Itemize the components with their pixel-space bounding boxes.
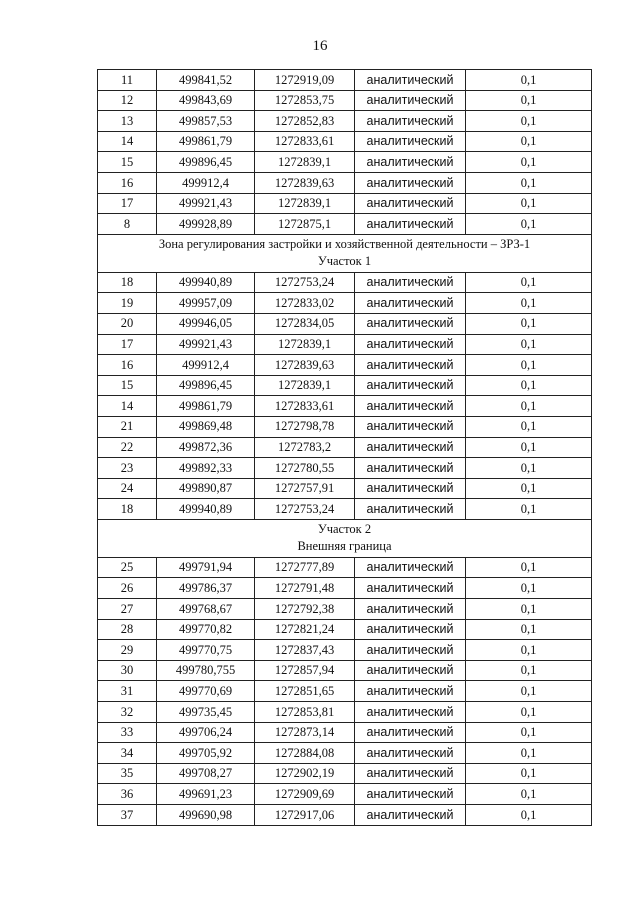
accuracy-cell: 0,1 — [466, 722, 592, 743]
table-row — [98, 478, 592, 499]
accuracy-cell: 0,1 — [466, 578, 592, 599]
method-cell: аналитический — [355, 172, 466, 193]
table-row — [98, 313, 592, 334]
table-row — [98, 272, 592, 293]
y-coordinate-cell: 1272753,24 — [255, 499, 355, 520]
method-cell: аналитический — [355, 313, 466, 334]
accuracy-cell: 0,1 — [466, 293, 592, 314]
accuracy-cell: 0,1 — [466, 478, 592, 499]
table-row — [98, 763, 592, 784]
table-row — [98, 499, 592, 520]
point-number-cell: 14 — [98, 396, 157, 417]
table-row — [98, 660, 592, 681]
x-coordinate-cell: 499912,4 — [157, 355, 255, 376]
accuracy-cell: 0,1 — [466, 557, 592, 578]
method-cell: аналитический — [355, 152, 466, 173]
y-coordinate-cell: 1272791,48 — [255, 578, 355, 599]
point-number-cell: 18 — [98, 272, 157, 293]
x-coordinate-cell: 499690,98 — [157, 805, 255, 826]
method-cell: аналитический — [355, 334, 466, 355]
point-number-cell: 24 — [98, 478, 157, 499]
y-coordinate-cell: 1272917,06 — [255, 805, 355, 826]
accuracy-cell: 0,1 — [466, 152, 592, 173]
accuracy-cell: 0,1 — [466, 313, 592, 334]
x-coordinate-cell: 499770,75 — [157, 640, 255, 661]
section-subtitle: Внешняя граница — [297, 539, 392, 554]
table-row — [98, 619, 592, 640]
point-number-cell: 17 — [98, 334, 157, 355]
table-row — [98, 743, 592, 764]
point-number-cell: 19 — [98, 293, 157, 314]
method-cell: аналитический — [355, 743, 466, 764]
point-number-cell: 37 — [98, 805, 157, 826]
table-row — [98, 557, 592, 578]
y-coordinate-cell: 1272884,08 — [255, 743, 355, 764]
accuracy-cell: 0,1 — [466, 784, 592, 805]
point-number-cell: 23 — [98, 458, 157, 479]
x-coordinate-cell: 499912,4 — [157, 172, 255, 193]
method-cell: аналитический — [355, 355, 466, 376]
point-number-cell: 29 — [98, 640, 157, 661]
table-row — [98, 70, 592, 91]
x-coordinate-cell: 499841,52 — [157, 70, 255, 91]
y-coordinate-cell: 1272919,09 — [255, 70, 355, 91]
accuracy-cell: 0,1 — [466, 193, 592, 214]
accuracy-cell: 0,1 — [466, 599, 592, 620]
method-cell: аналитический — [355, 90, 466, 111]
x-coordinate-cell: 499928,89 — [157, 214, 255, 235]
table-row — [98, 437, 592, 458]
point-number-cell: 25 — [98, 557, 157, 578]
table-row — [98, 681, 592, 702]
method-cell: аналитический — [355, 375, 466, 396]
accuracy-cell: 0,1 — [466, 272, 592, 293]
accuracy-cell: 0,1 — [466, 458, 592, 479]
y-coordinate-cell: 1272780,55 — [255, 458, 355, 479]
x-coordinate-cell: 499946,05 — [157, 313, 255, 334]
x-coordinate-cell: 499940,89 — [157, 499, 255, 520]
table-row — [98, 131, 592, 152]
table-row — [98, 599, 592, 620]
method-cell: аналитический — [355, 599, 466, 620]
method-cell: аналитический — [355, 499, 466, 520]
point-number-cell: 26 — [98, 578, 157, 599]
x-coordinate-cell: 499843,69 — [157, 90, 255, 111]
method-cell: аналитический — [355, 416, 466, 437]
table-row — [98, 193, 592, 214]
point-number-cell: 22 — [98, 437, 157, 458]
y-coordinate-cell: 1272852,83 — [255, 111, 355, 132]
point-number-cell: 36 — [98, 784, 157, 805]
x-coordinate-cell: 499940,89 — [157, 272, 255, 293]
accuracy-cell: 0,1 — [466, 763, 592, 784]
method-cell: аналитический — [355, 557, 466, 578]
point-number-cell: 28 — [98, 619, 157, 640]
x-coordinate-cell: 499892,33 — [157, 458, 255, 479]
x-coordinate-cell: 499861,79 — [157, 131, 255, 152]
x-coordinate-cell: 499921,43 — [157, 334, 255, 355]
x-coordinate-cell: 499770,82 — [157, 619, 255, 640]
accuracy-cell: 0,1 — [466, 334, 592, 355]
table-row — [98, 805, 592, 826]
section-title: Участок 2 — [317, 522, 372, 537]
method-cell: аналитический — [355, 131, 466, 152]
table-row — [98, 111, 592, 132]
method-cell: аналитический — [355, 660, 466, 681]
y-coordinate-cell: 1272833,61 — [255, 131, 355, 152]
section-heading — [98, 519, 592, 557]
point-number-cell: 31 — [98, 681, 157, 702]
x-coordinate-cell: 499861,79 — [157, 396, 255, 417]
x-coordinate-cell: 499770,69 — [157, 681, 255, 702]
method-cell: аналитический — [355, 722, 466, 743]
x-coordinate-cell: 499708,27 — [157, 763, 255, 784]
accuracy-cell: 0,1 — [466, 660, 592, 681]
method-cell: аналитический — [355, 763, 466, 784]
section-subtitle: Участок 1 — [317, 254, 372, 269]
point-number-cell: 16 — [98, 355, 157, 376]
y-coordinate-cell: 1272833,61 — [255, 396, 355, 417]
y-coordinate-cell: 1272839,1 — [255, 375, 355, 396]
accuracy-cell: 0,1 — [466, 375, 592, 396]
accuracy-cell: 0,1 — [466, 172, 592, 193]
y-coordinate-cell: 1272873,14 — [255, 722, 355, 743]
method-cell: аналитический — [355, 784, 466, 805]
point-number-cell: 30 — [98, 660, 157, 681]
y-coordinate-cell: 1272839,63 — [255, 172, 355, 193]
y-coordinate-cell: 1272753,24 — [255, 272, 355, 293]
point-number-cell: 17 — [98, 193, 157, 214]
point-number-cell: 21 — [98, 416, 157, 437]
table-row — [98, 640, 592, 661]
x-coordinate-cell: 499921,43 — [157, 193, 255, 214]
y-coordinate-cell: 1272853,75 — [255, 90, 355, 111]
x-coordinate-cell: 499890,87 — [157, 478, 255, 499]
x-coordinate-cell: 499705,92 — [157, 743, 255, 764]
method-cell: аналитический — [355, 193, 466, 214]
x-coordinate-cell: 499768,67 — [157, 599, 255, 620]
point-number-cell: 32 — [98, 702, 157, 723]
point-number-cell: 13 — [98, 111, 157, 132]
y-coordinate-cell: 1272853,81 — [255, 702, 355, 723]
point-number-cell: 15 — [98, 375, 157, 396]
x-coordinate-cell: 499780,755 — [157, 660, 255, 681]
point-number-cell: 27 — [98, 599, 157, 620]
coordinates-table — [97, 69, 592, 826]
method-cell: аналитический — [355, 458, 466, 479]
method-cell: аналитический — [355, 272, 466, 293]
point-number-cell: 12 — [98, 90, 157, 111]
page-number: 16 — [312, 38, 328, 54]
accuracy-cell: 0,1 — [466, 111, 592, 132]
table-row — [98, 172, 592, 193]
table-row — [98, 578, 592, 599]
table-row — [98, 214, 592, 235]
accuracy-cell: 0,1 — [466, 681, 592, 702]
point-number-cell: 20 — [98, 313, 157, 334]
y-coordinate-cell: 1272902,19 — [255, 763, 355, 784]
y-coordinate-cell: 1272783,2 — [255, 437, 355, 458]
x-coordinate-cell: 499872,36 — [157, 437, 255, 458]
x-coordinate-cell: 499691,23 — [157, 784, 255, 805]
accuracy-cell: 0,1 — [466, 640, 592, 661]
x-coordinate-cell: 499869,48 — [157, 416, 255, 437]
accuracy-cell: 0,1 — [466, 619, 592, 640]
section-heading-row — [98, 234, 592, 272]
point-number-cell: 35 — [98, 763, 157, 784]
x-coordinate-cell: 499706,24 — [157, 722, 255, 743]
x-coordinate-cell: 499735,45 — [157, 702, 255, 723]
section-heading-row — [98, 519, 592, 557]
y-coordinate-cell: 1272839,63 — [255, 355, 355, 376]
x-coordinate-cell: 499896,45 — [157, 152, 255, 173]
y-coordinate-cell: 1272833,02 — [255, 293, 355, 314]
accuracy-cell: 0,1 — [466, 90, 592, 111]
y-coordinate-cell: 1272851,65 — [255, 681, 355, 702]
method-cell: аналитический — [355, 437, 466, 458]
accuracy-cell: 0,1 — [466, 702, 592, 723]
y-coordinate-cell: 1272834,05 — [255, 313, 355, 334]
method-cell: аналитический — [355, 578, 466, 599]
table-row — [98, 334, 592, 355]
x-coordinate-cell: 499791,94 — [157, 557, 255, 578]
point-number-cell: 15 — [98, 152, 157, 173]
x-coordinate-cell: 499857,53 — [157, 111, 255, 132]
y-coordinate-cell: 1272839,1 — [255, 152, 355, 173]
y-coordinate-cell: 1272857,94 — [255, 660, 355, 681]
accuracy-cell: 0,1 — [466, 214, 592, 235]
section-heading — [98, 234, 592, 272]
method-cell: аналитический — [355, 702, 466, 723]
y-coordinate-cell: 1272839,1 — [255, 193, 355, 214]
coordinates-table-body — [98, 70, 592, 826]
table-row — [98, 375, 592, 396]
table-row — [98, 90, 592, 111]
method-cell: аналитический — [355, 214, 466, 235]
x-coordinate-cell: 499896,45 — [157, 375, 255, 396]
accuracy-cell: 0,1 — [466, 805, 592, 826]
table-row — [98, 784, 592, 805]
table-row — [98, 293, 592, 314]
y-coordinate-cell: 1272777,89 — [255, 557, 355, 578]
table-row — [98, 355, 592, 376]
table-row — [98, 396, 592, 417]
accuracy-cell: 0,1 — [466, 437, 592, 458]
table-row — [98, 722, 592, 743]
point-number-cell: 16 — [98, 172, 157, 193]
point-number-cell: 18 — [98, 499, 157, 520]
section-title: Зона регулирования застройки и хозяйственной деятельности – ЗРЗ-1 — [158, 237, 531, 252]
table-row — [98, 152, 592, 173]
point-number-cell: 8 — [98, 214, 157, 235]
table-row — [98, 458, 592, 479]
y-coordinate-cell: 1272839,1 — [255, 334, 355, 355]
point-number-cell: 34 — [98, 743, 157, 764]
x-coordinate-cell: 499957,09 — [157, 293, 255, 314]
accuracy-cell: 0,1 — [466, 70, 592, 91]
x-coordinate-cell: 499786,37 — [157, 578, 255, 599]
method-cell: аналитический — [355, 70, 466, 91]
method-cell: аналитический — [355, 681, 466, 702]
accuracy-cell: 0,1 — [466, 131, 592, 152]
accuracy-cell: 0,1 — [466, 499, 592, 520]
table-row — [98, 416, 592, 437]
method-cell: аналитический — [355, 640, 466, 661]
accuracy-cell: 0,1 — [466, 743, 592, 764]
method-cell: аналитический — [355, 111, 466, 132]
method-cell: аналитический — [355, 805, 466, 826]
y-coordinate-cell: 1272792,38 — [255, 599, 355, 620]
y-coordinate-cell: 1272798,78 — [255, 416, 355, 437]
method-cell: аналитический — [355, 619, 466, 640]
method-cell: аналитический — [355, 293, 466, 314]
point-number-cell: 11 — [98, 70, 157, 91]
point-number-cell: 33 — [98, 722, 157, 743]
y-coordinate-cell: 1272909,69 — [255, 784, 355, 805]
accuracy-cell: 0,1 — [466, 355, 592, 376]
method-cell: аналитический — [355, 396, 466, 417]
y-coordinate-cell: 1272837,43 — [255, 640, 355, 661]
y-coordinate-cell: 1272821,24 — [255, 619, 355, 640]
table-row — [98, 702, 592, 723]
method-cell: аналитический — [355, 478, 466, 499]
accuracy-cell: 0,1 — [466, 416, 592, 437]
accuracy-cell: 0,1 — [466, 396, 592, 417]
point-number-cell: 14 — [98, 131, 157, 152]
y-coordinate-cell: 1272757,91 — [255, 478, 355, 499]
y-coordinate-cell: 1272875,1 — [255, 214, 355, 235]
